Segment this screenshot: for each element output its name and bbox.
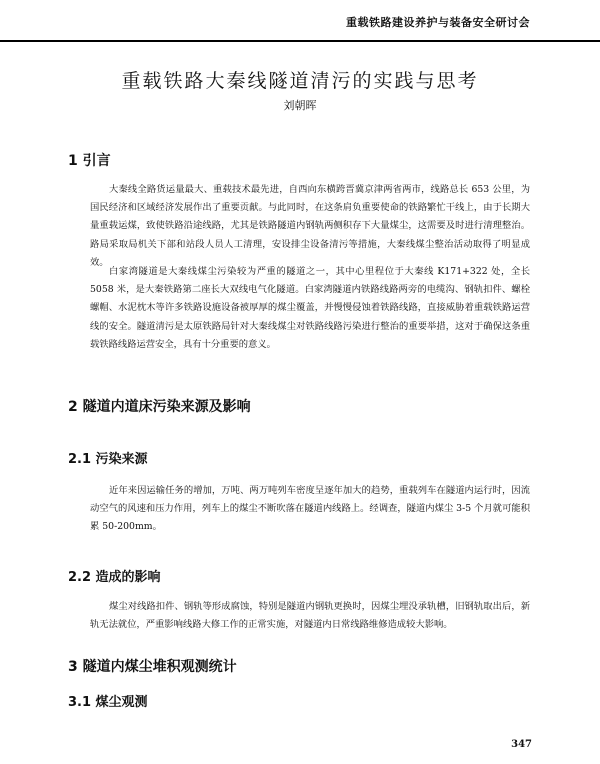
section-3-1-heading: 3.1 煤尘观测 xyxy=(68,695,148,710)
section-2-1-paragraph: 近年来因运输任务的增加，万吨、两万吨列车密度呈逐年加大的趋势，重载列车在隧道内运行时，因流动空气的风速和压力作用，列车上的煤尘不断吹落在隧道内线路上。经调查，隧道内煤尘 3-5 个月就可能积累 50-200mm。 xyxy=(90,485,530,533)
section-1-paragraph-2: 白家湾隧道是大秦线煤尘污染较为严重的隧道之一，其中心里程位于大秦线 K171+322 处，全长 5058 米，是大秦铁路第二座长大双线电气化隧道。白家湾隧道内铁路线路两旁的电缆沟、钢轨扣件、螺栓螺帽、水泥枕木等许多铁路设施设备被厚厚的煤尘覆盖，并慢慢侵蚀着铁路线路，直接威胁着重载铁路运营线的安全。隧道清污是太原铁路局针对大秦线煤尘对铁路线路污染进行整治的重要举措，这对于确保这条重载铁路线路运营安全，具有十分重要的意义。 xyxy=(90,266,530,350)
section-1-paragraph-1: 大秦线全路货运量最大、重载技术最先进，自西向东横跨晋冀京津两省两市，线路总长 653 公里，为国民经济和区域经济发展作出了重要贡献。与此同时，在这条肩负重要使命的铁路繁忙干线上，由于长期大量重载运煤，致使铁路沿途线路，尤其是铁路隧道内钢轨两侧积存下大量煤尘，这需要及时进行清理整治。路局采取局机关下部和站段人员人工清理，安设排尘设备清污等措施，大秦线煤尘整治活动取得了明显成效。 xyxy=(90,184,530,268)
running-header-title: 重载铁路建设养护与装备安全研讨会 xyxy=(346,16,530,29)
section-2-heading: 2 隧道内道床污染来源及影响 xyxy=(68,399,251,415)
article-author: 刘朝晖 xyxy=(283,99,317,112)
section-2-2-heading: 2.2 造成的影响 xyxy=(68,570,161,585)
section-3-heading: 3 隧道内煤尘堆积观测统计 xyxy=(68,659,237,675)
page-number: 347 xyxy=(511,739,532,750)
running-header xyxy=(0,0,600,42)
article-title: 重载铁路大秦线隧道清污的实践与思考 xyxy=(121,70,479,92)
section-2-2-paragraph: 煤尘对线路扣件、钢轨等形成腐蚀，特别是隧道内钢轨更换时，因煤尘埋没承轨槽，旧钢轨取出后，新轨无法就位，严重影响线路大修工作的正常实施，对隧道内日常线路维修造成较大影响。 xyxy=(90,601,530,631)
section-2-1-heading: 2.1 污染来源 xyxy=(68,452,148,467)
section-1-heading: 1 引言 xyxy=(68,153,111,169)
